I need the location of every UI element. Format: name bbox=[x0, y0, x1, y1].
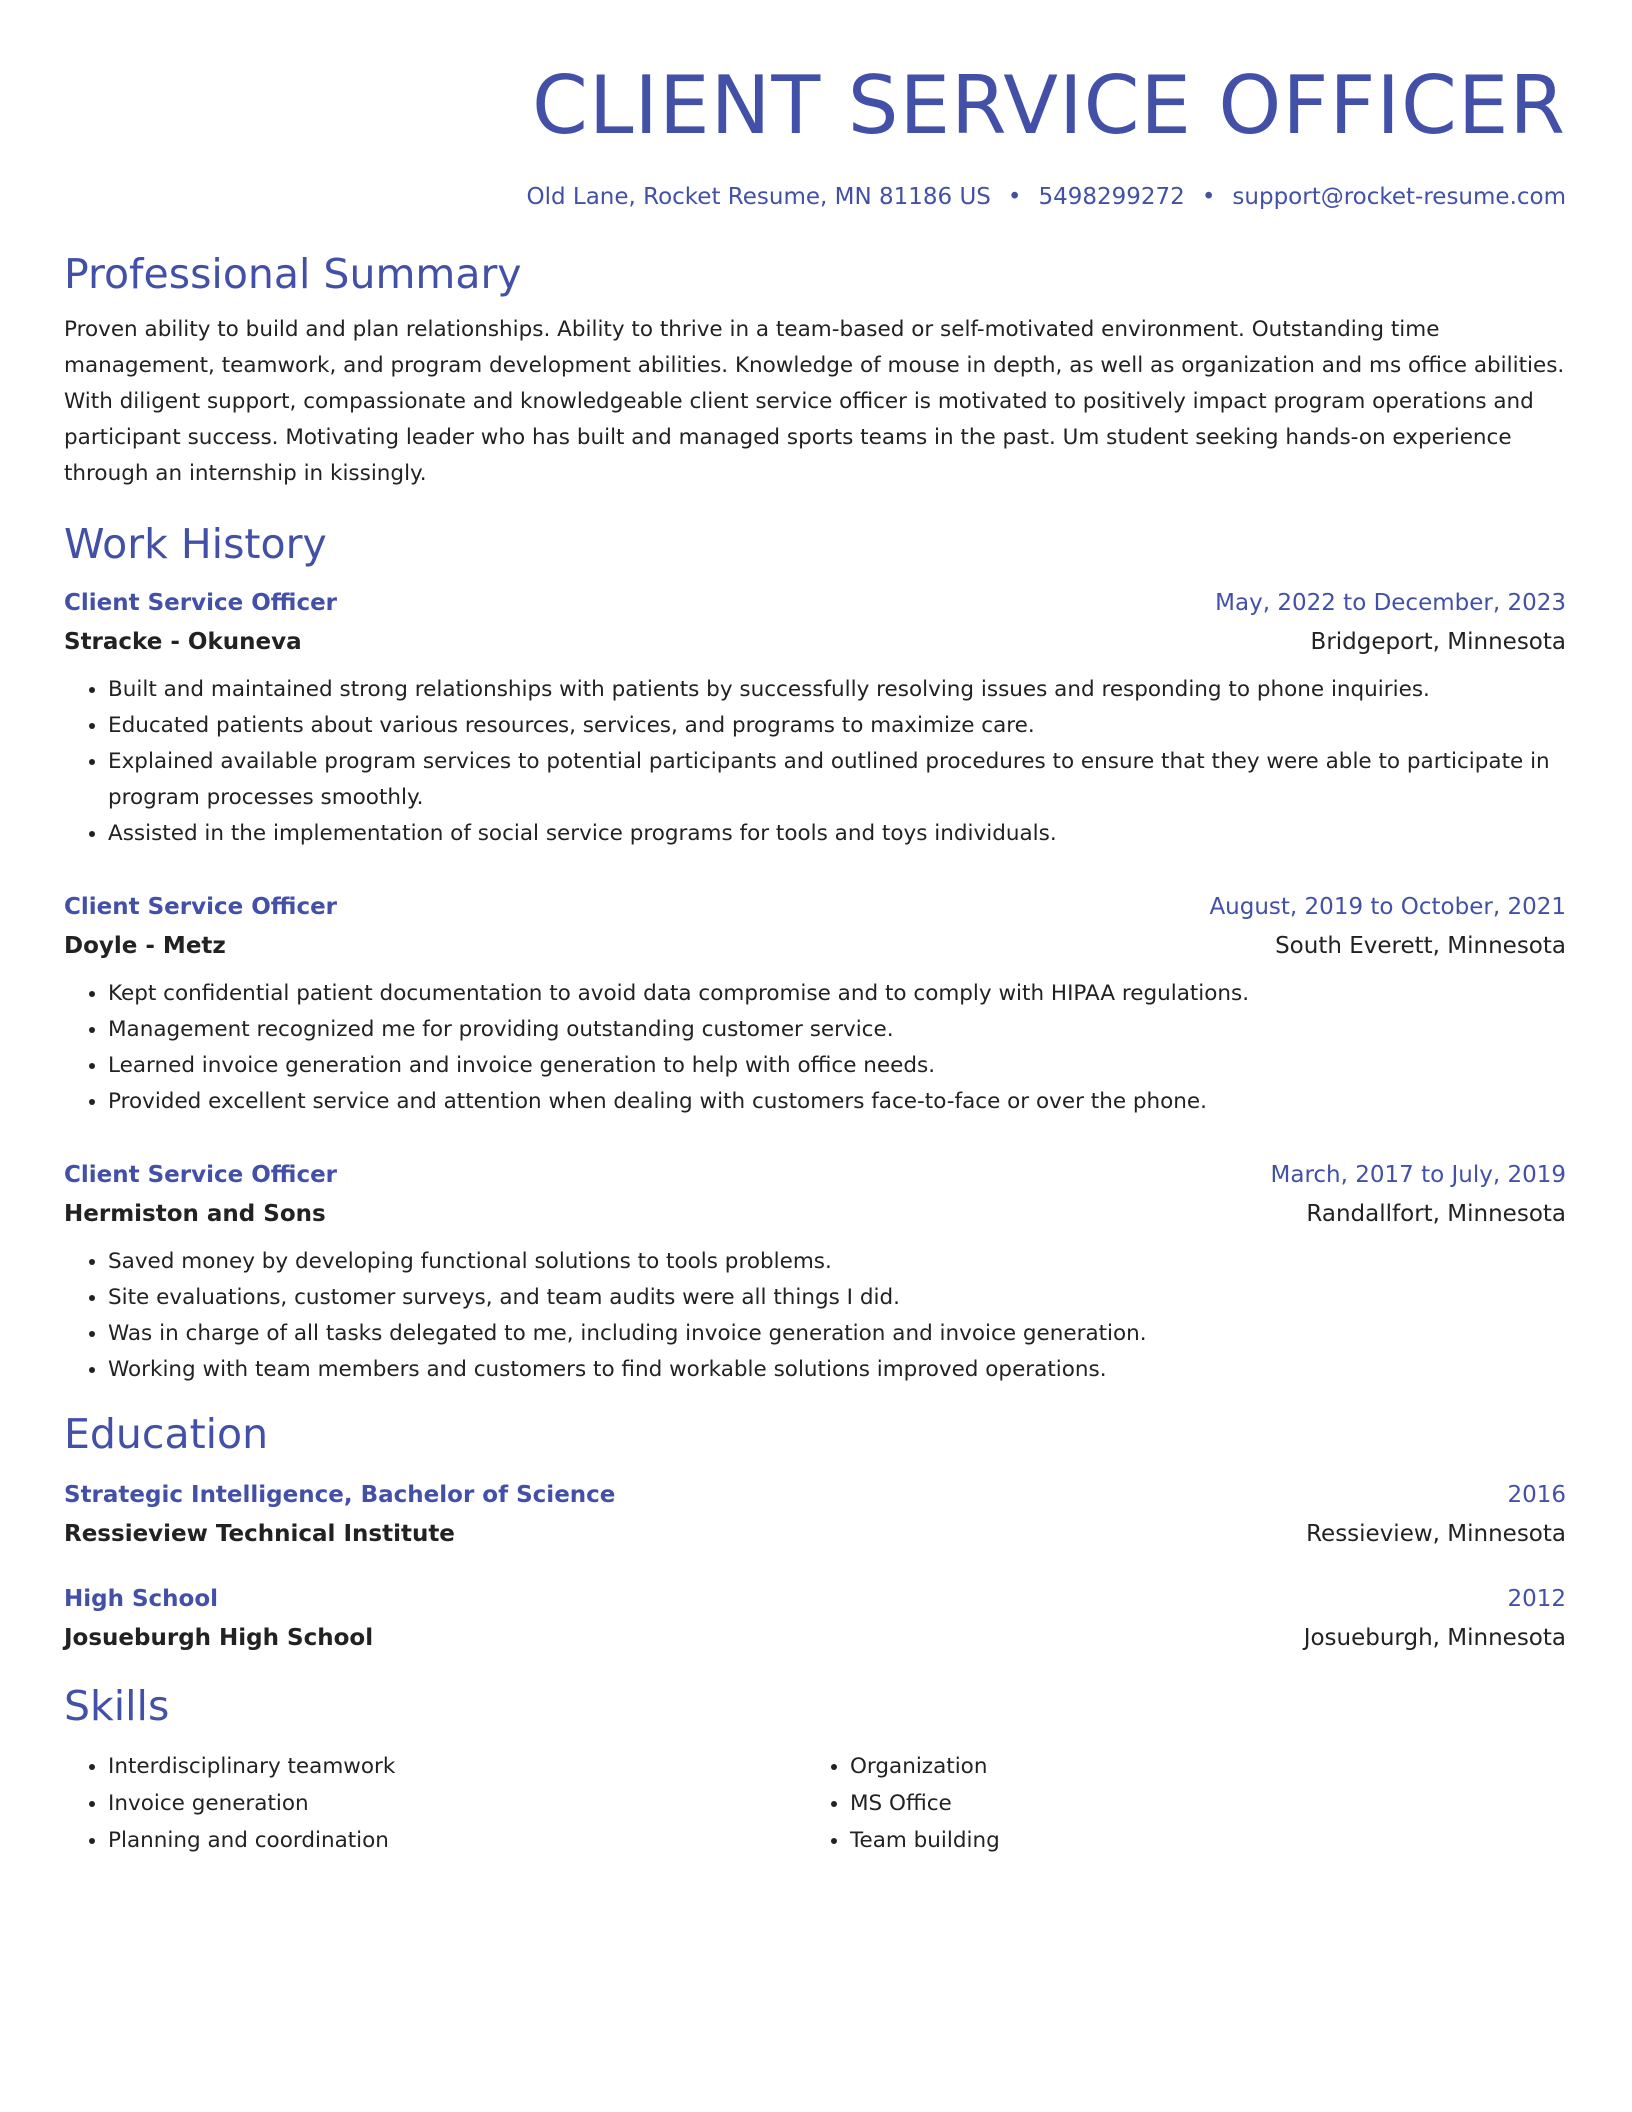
resume-title: CLIENT SERVICE OFFICER bbox=[532, 59, 1566, 152]
job-bullet: • Explained available program services to potential participants and outlined procedures to ensure that they were able to participate in program processes smoothly. bbox=[108, 744, 1566, 816]
job-bullet: • Saved money by developing functional solutions to tools problems. bbox=[108, 1244, 1566, 1280]
contact-separator: • bbox=[1201, 184, 1216, 210]
contact-email: support@rocket-resume.com bbox=[1232, 184, 1566, 210]
skill-item: • Interdisciplinary teamwork bbox=[108, 1748, 806, 1785]
job-dates: May, 2022 to December, 2023 bbox=[1215, 590, 1566, 616]
job-bullet: • Assisted in the implementation of social service programs for tools and toys individuals. bbox=[108, 816, 1566, 852]
job-bullet: • Working with team members and customers to find workable solutions improved operations. bbox=[108, 1352, 1566, 1388]
job-bullet: • Was in charge of all tasks delegated to me, including invoice generation and invoice generation. bbox=[108, 1316, 1566, 1352]
skills-column-left bbox=[64, 1748, 806, 1859]
job-location: South Everett, Minnesota bbox=[1275, 933, 1566, 959]
job-entry bbox=[64, 1156, 1566, 1388]
job-role: Client Service Officer bbox=[64, 1162, 338, 1188]
job-bullet: • Learned invoice generation and invoice generation to help with office needs. bbox=[108, 1048, 1566, 1084]
skill-item: • Planning and coordination bbox=[108, 1822, 806, 1859]
job-bullet: • Site evaluations, customer surveys, and team audits were all things I did. bbox=[108, 1280, 1566, 1316]
education-school: Josueburgh High School bbox=[64, 1625, 374, 1651]
education-degree: High School bbox=[64, 1586, 219, 1612]
job-role: Client Service Officer bbox=[64, 590, 338, 616]
skills-list bbox=[64, 1748, 1566, 1859]
education-heading: Education bbox=[64, 1410, 269, 1458]
job-company: Hermiston and Sons bbox=[64, 1201, 326, 1227]
skills-heading: Skills bbox=[64, 1682, 170, 1730]
job-dates: March, 2017 to July, 2019 bbox=[1270, 1162, 1566, 1188]
education-entry bbox=[64, 1476, 1566, 1554]
job-bullet: • Management recognized me for providing outstanding customer service. bbox=[108, 1012, 1566, 1048]
education-entry bbox=[64, 1580, 1566, 1658]
education-year: 2012 bbox=[1507, 1586, 1566, 1612]
work-history-heading: Work History bbox=[64, 520, 327, 568]
summary-heading: Professional Summary bbox=[64, 250, 522, 298]
contact-phone: 5498299272 bbox=[1038, 184, 1185, 210]
education-location: Ressieview, Minnesota bbox=[1306, 1521, 1566, 1547]
contact-line bbox=[64, 182, 1566, 212]
job-bullets bbox=[64, 672, 1566, 852]
job-bullets bbox=[64, 976, 1566, 1120]
job-bullet: • Provided excellent service and attention when dealing with customers face-to-face or over the phone. bbox=[108, 1084, 1566, 1120]
skills-column-right bbox=[806, 1748, 1548, 1859]
education-degree: Strategic Intelligence, Bachelor of Science bbox=[64, 1482, 616, 1508]
job-bullet: • Educated patients about various resources, services, and programs to maximize care. bbox=[108, 708, 1566, 744]
job-company: Doyle - Metz bbox=[64, 933, 226, 959]
skill-item: • MS Office bbox=[850, 1785, 1548, 1822]
skill-item: • Organization bbox=[850, 1748, 1548, 1785]
job-location: Randallfort, Minnesota bbox=[1306, 1201, 1566, 1227]
resume-page bbox=[64, 0, 1566, 1859]
job-role: Client Service Officer bbox=[64, 894, 338, 920]
contact-address: Old Lane, Rocket Resume, MN 81186 US bbox=[526, 184, 991, 210]
contact-separator: • bbox=[1007, 184, 1022, 210]
skill-item: • Invoice generation bbox=[108, 1785, 806, 1822]
job-bullet: • Built and maintained strong relationships with patients by successfully resolving issues and responding to phone inquiries. bbox=[108, 672, 1566, 708]
job-entry bbox=[64, 584, 1566, 852]
job-bullets bbox=[64, 1244, 1566, 1388]
education-year: 2016 bbox=[1507, 1482, 1566, 1508]
job-bullet: • Kept confidential patient documentation to avoid data compromise and to comply with HIPAA regulations. bbox=[108, 976, 1566, 1012]
job-location: Bridgeport, Minnesota bbox=[1310, 629, 1566, 655]
job-entry bbox=[64, 888, 1566, 1120]
education-location: Josueburgh, Minnesota bbox=[1303, 1625, 1566, 1651]
skill-item: • Team building bbox=[850, 1822, 1548, 1859]
job-company: Stracke - Okuneva bbox=[64, 629, 302, 655]
education-school: Ressieview Technical Institute bbox=[64, 1521, 455, 1547]
job-dates: August, 2019 to October, 2021 bbox=[1209, 894, 1566, 920]
summary-text: Proven ability to build and plan relationships. Ability to thrive in a team-based or self-motivated environment. Outstanding time management, teamwork, and program development abilities. Knowledge of mouse in depth, as well as organization and ms office abilities. With diligent support, compassionate and knowledgeable client service officer is motivated to positively impact program operations and participant success. Motivating leader who has built and managed sports teams in the past. Um student seeking hands-on experience through an internship in kissingly. bbox=[64, 317, 1565, 486]
